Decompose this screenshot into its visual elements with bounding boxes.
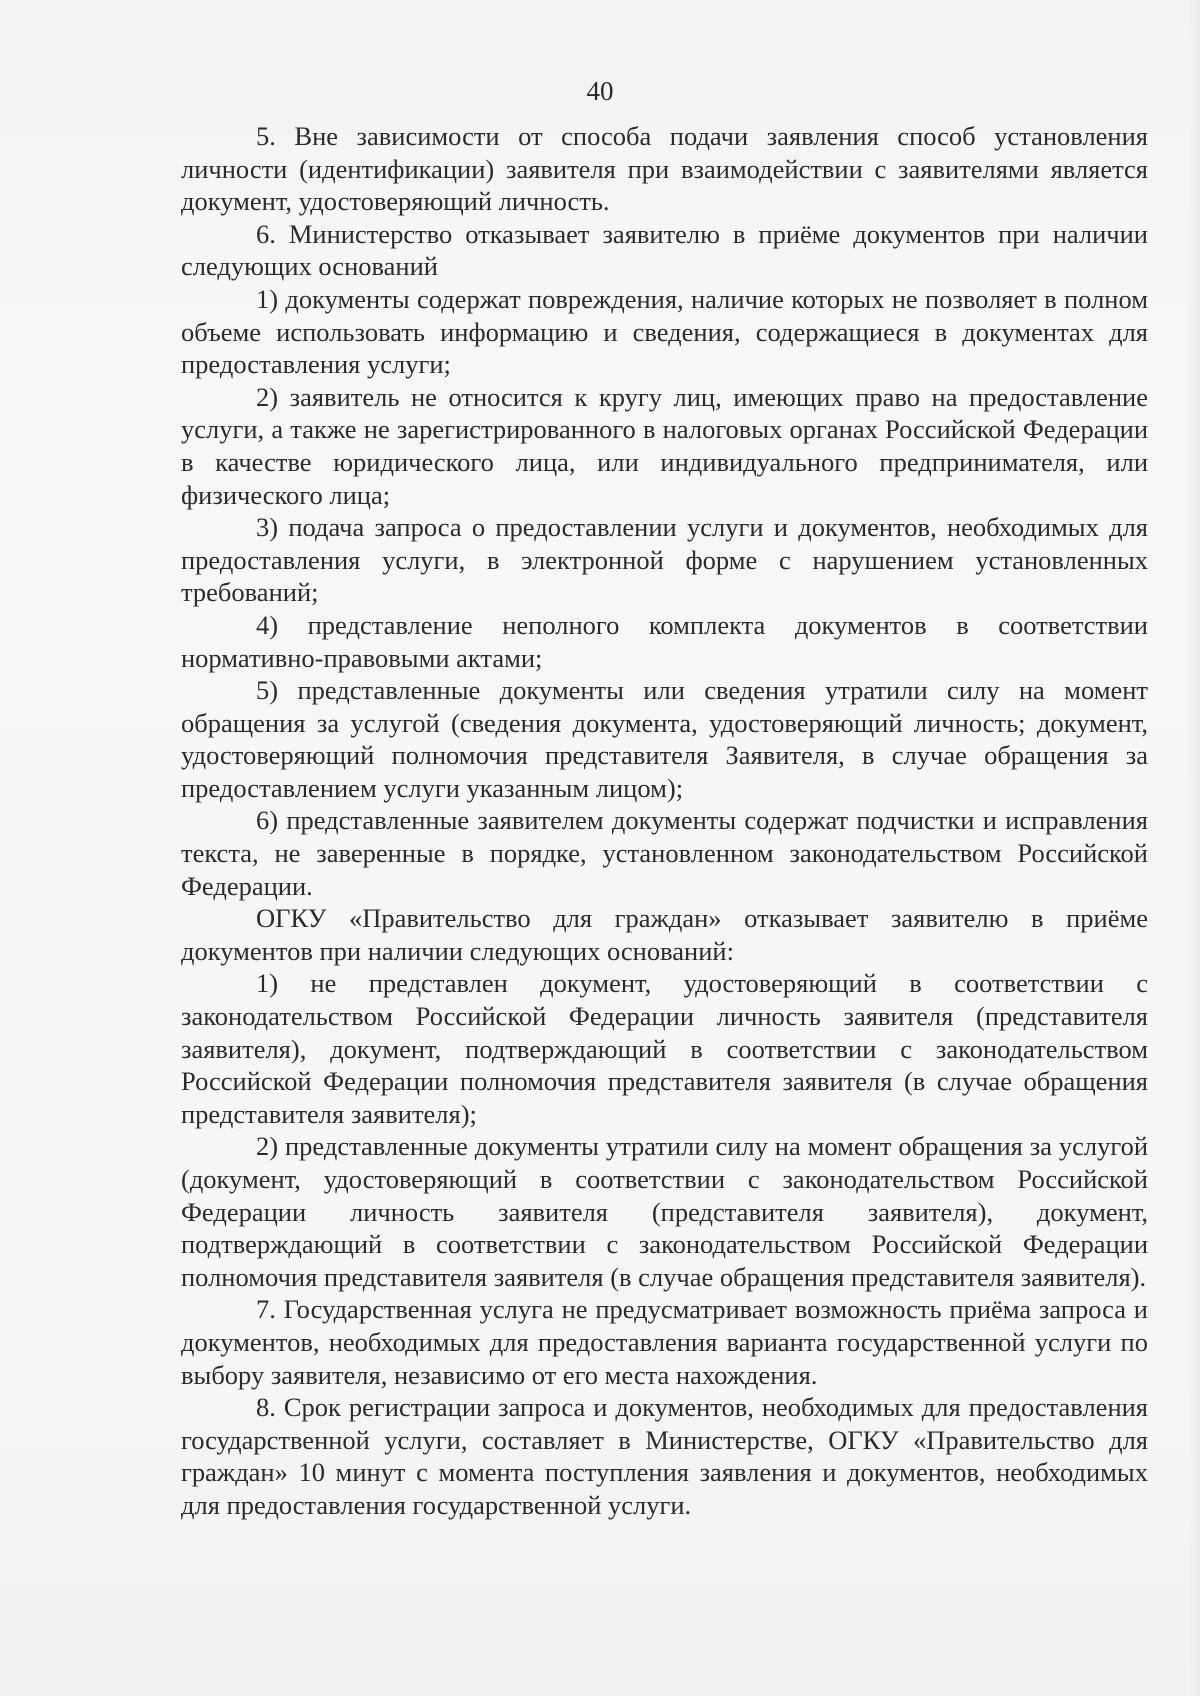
paragraph-ogku-refusal-item-1: 1) не представлен документ, удостоверяющий в соответствии с законодательством Российской Федерации личность заявителя (представителя заявителя), документ, подтверждающий в соответствии с законодательством Российской Федерации полномочия представителя заявителя (в случае обращения представителя заявителя); xyxy=(181,968,1148,1129)
paragraph-refusal-item-2: 2) заявитель не относится к кругу лиц, имеющих право на предоставление услуги, а также не зарегистрированного в налоговых органах Российской Федерации в качестве юридического лица, или индивидуального предпринимателя, или физического лица; xyxy=(181,381,1148,510)
page-edge-shadow xyxy=(1186,0,1200,1696)
paragraph-refusal-item-1: 1) документы содержат повреждения, наличие которых не позволяет в полном объеме использовать информацию и сведения, содержащиеся в документах для предоставления услуги; xyxy=(181,283,1148,380)
paragraph-refusal-item-4: 4) представление неполного комплекта документов в соответствии нормативно-правовыми актами; xyxy=(181,609,1148,673)
paragraph-refusal-item-5: 5) представленные документы или сведения утратили силу на момент обращения за услугой (сведения документа, удостоверяющий личность; документ, удостоверяющий полномочия представителя Заявителя, в случае обращения за предоставлением услуги указанным лицом); xyxy=(181,675,1148,803)
paragraph-ogku-refusal-intro: ОГКУ «Правительство для граждан» отказывает заявителю в приёме документов при наличии следующих оснований: xyxy=(181,903,1148,966)
paragraph-extraterritorial: 7. Государственная услуга не предусматривает возможность приёма запроса и документов, необходимых для предоставления варианта государственной услуги по выбору заявителя, независимо от его места нахождения. xyxy=(181,1294,1148,1390)
paragraph-identification: 5. Вне зависимости от способа подачи заявления способ установления личности (идентификации) заявителя при взаимодействии с заявителями является документ, удостоверяющий личность. xyxy=(181,121,1148,217)
paragraph-ogku-refusal-item-2: 2) представленные документы утратили силу на момент обращения за услугой (документ, удостоверяющий в соответствии с законодательством Российской Федерации личность заявителя (представителя заявителя), документ, подтверждающий в соответствии с законодательством Российской Федерации полномочия представителя заявителя (в случае обращения представителя заявителя). xyxy=(181,1131,1148,1292)
paragraph-refusal-item-3: 3) подача запроса о предоставлении услуги и документов, необходимых для предоставления услуги, в электронной форме с нарушением установленных требований; xyxy=(181,512,1148,608)
paragraph-refusal-item-6: 6) представленные заявителем документы содержат подчистки и исправления текста, не заверенные в порядке, установленном законодательством Российской Федерации. xyxy=(181,805,1148,901)
document-body xyxy=(181,120,1148,1522)
paragraph-ministry-refusal-intro: 6. Министерство отказывает заявителю в приёме документов при наличии следующих оснований xyxy=(181,218,1148,282)
paragraph-registration-term: 8. Срок регистрации запроса и документов, необходимых для предоставления государственной услуги, составляет в Министерстве, ОГКУ «Правительство для граждан» 10 минут с момента поступления заявления и документов, необходимых для предоставления государственной услуги. xyxy=(181,1392,1148,1520)
page-number: 40 xyxy=(586,76,614,106)
